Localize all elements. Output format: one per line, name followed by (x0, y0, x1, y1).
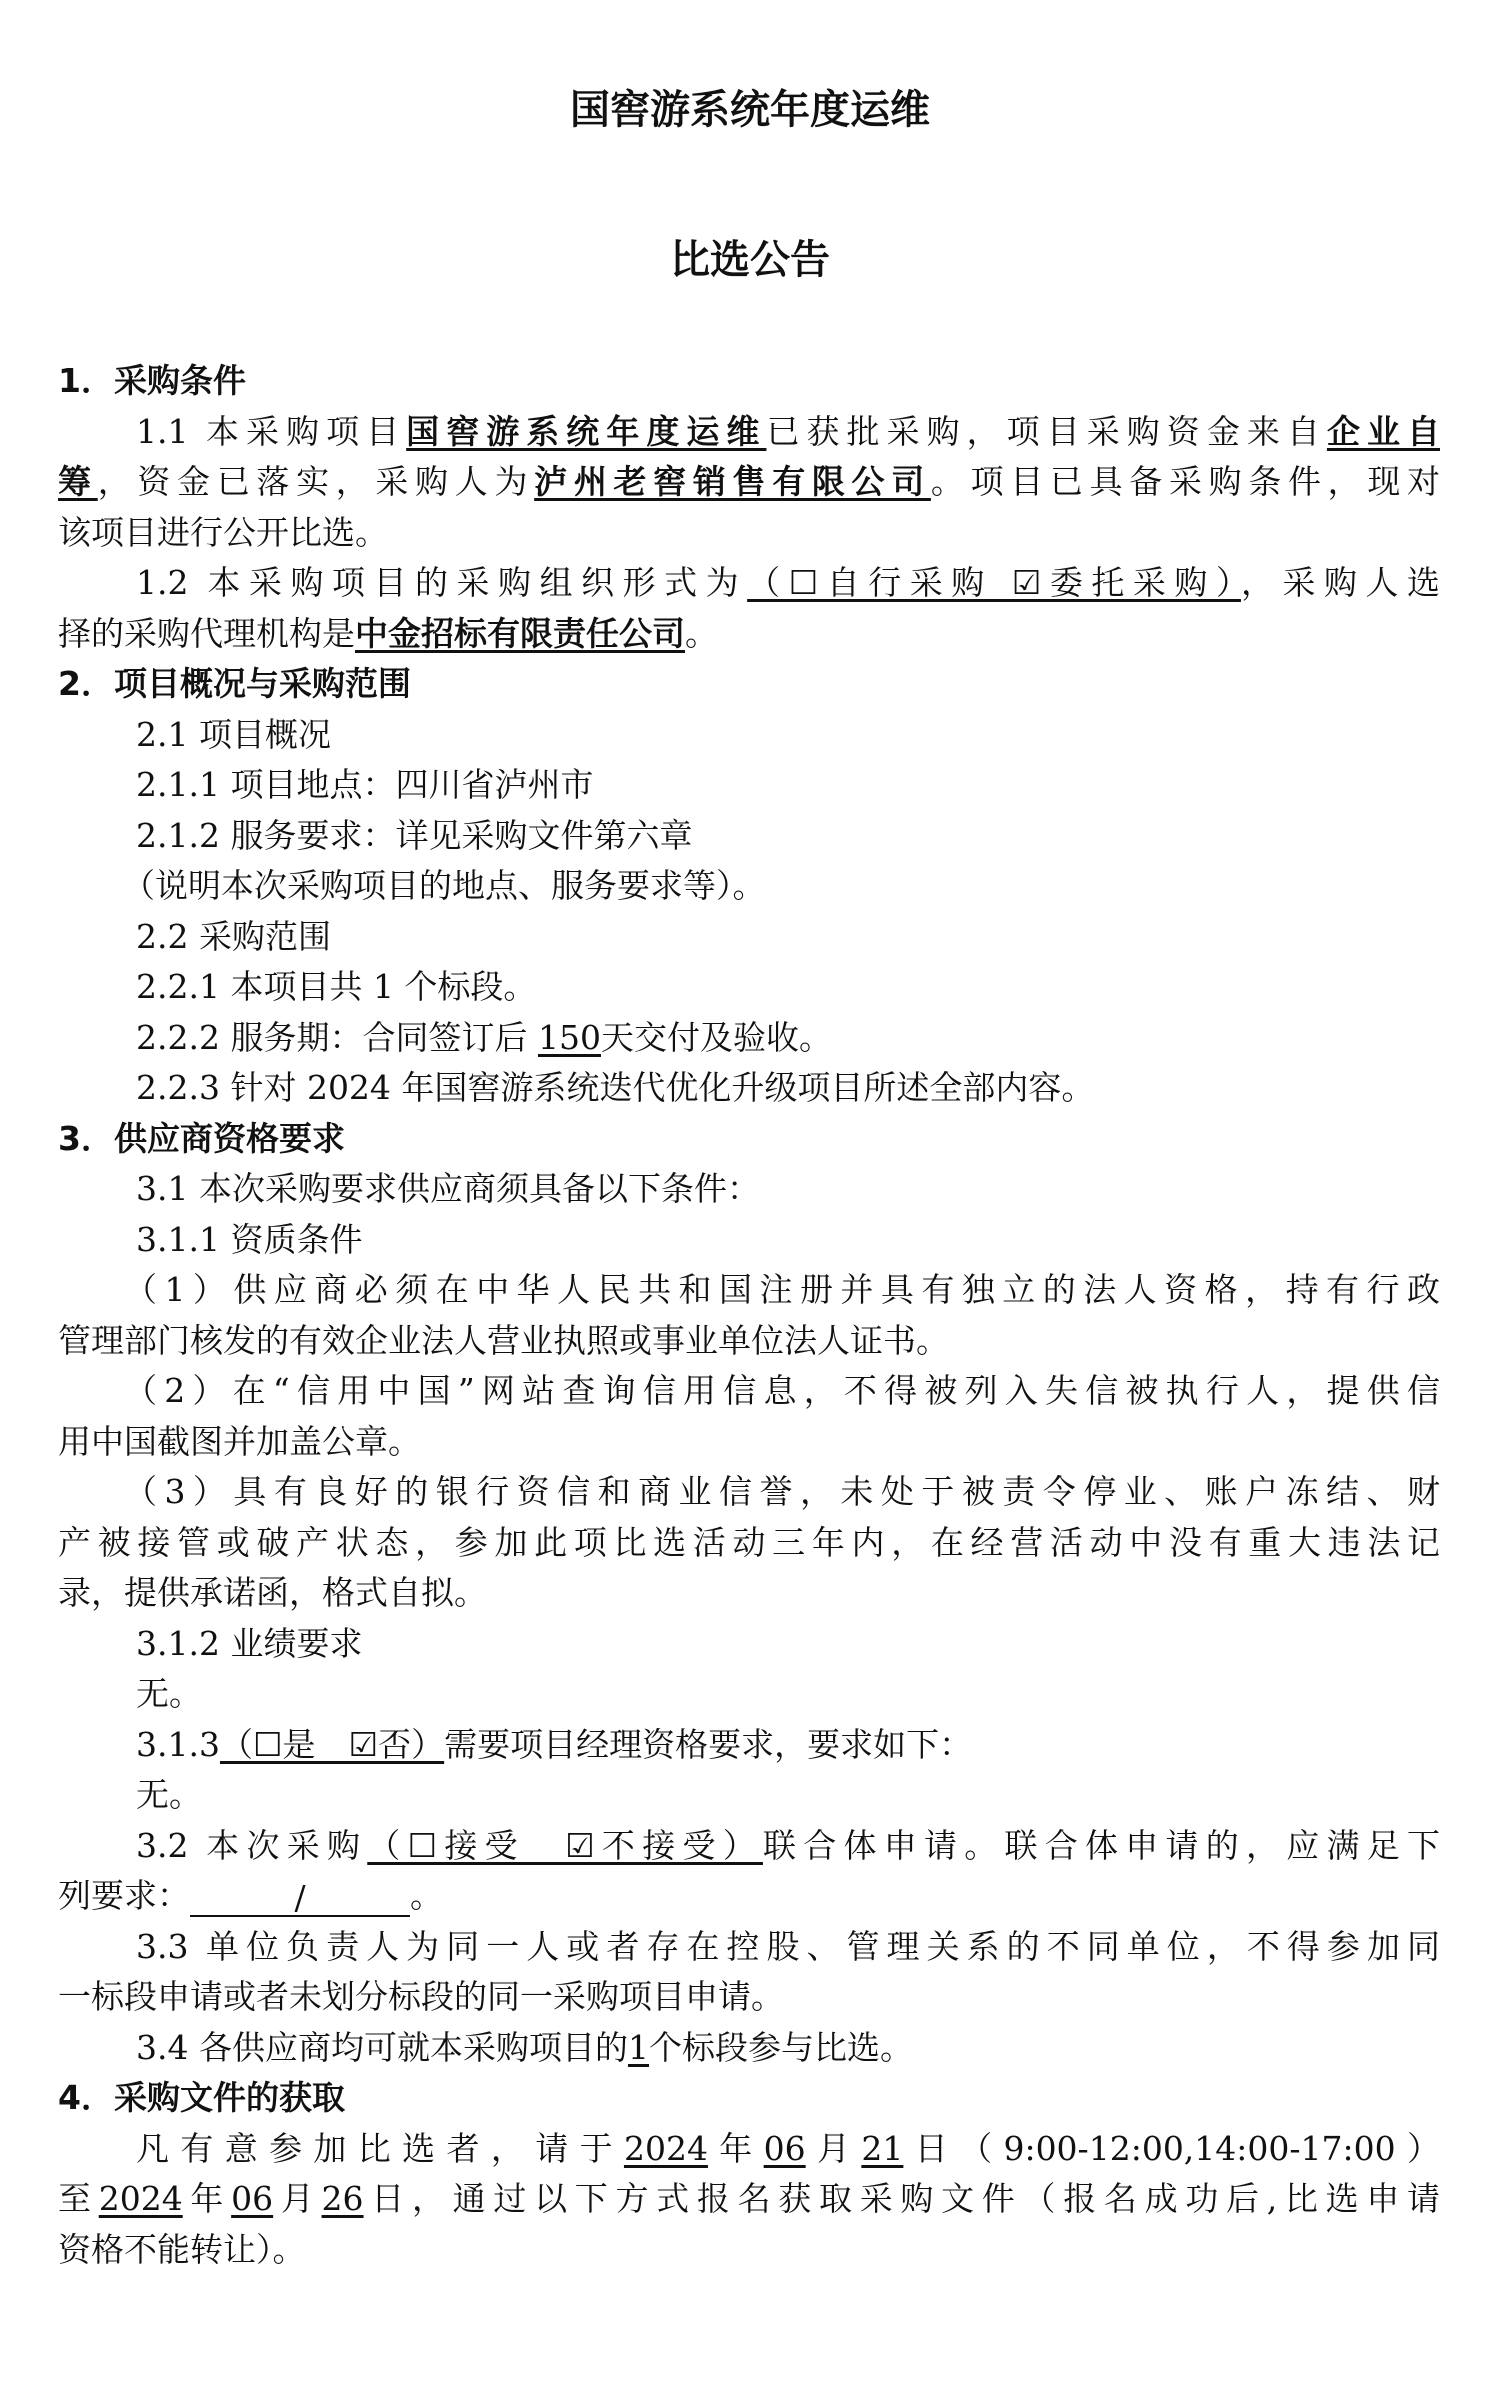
text: ，资金已落实，采购人为 (97, 462, 535, 501)
text: 需要项目经理资格要求，要求如下： (444, 1724, 973, 1764)
text: 年 (707, 2128, 764, 2168)
text: 1.2 本采购项目的采购组织形式为 (136, 563, 748, 602)
consortium-options: （☐接受 ☑不接受） (367, 1825, 763, 1865)
text: 月 (273, 2179, 322, 2218)
cond-3-line3: 录，提供承诺函，格式自拟。 (58, 1573, 487, 1612)
end-month: 06 (231, 2179, 274, 2218)
text: 3.4 各供应商均可就本采购项目的 (136, 2027, 628, 2067)
doc-title-line1: 国窖游系统年度运维 (570, 87, 930, 133)
consortium-requirement-blank: / (190, 1881, 410, 1917)
fund-source: 筹 (58, 462, 98, 501)
lot-count: 1 (627, 2027, 649, 2067)
line-3-3-line1: 3.3 单位负责人为同一人或者存在控股、管理关系的不同单位，不得参加同 (136, 1926, 1440, 1966)
cond-2-line2: 用中国截图并加盖公章。 (58, 1421, 421, 1461)
line-3-3-line2: 一标段申请或者未划分标段的同一采购项目申请。 (58, 1977, 784, 2016)
line-4-line3: 资格不能转让）。 (58, 2229, 306, 2269)
section-3-heading: 3．供应商资格要求 (58, 1118, 345, 1158)
para-1-2-line2 (58, 609, 1440, 660)
end-day: 26 (321, 2179, 364, 2218)
start-year: 2024 (623, 2128, 708, 2168)
pm-requirement-options: （☐是 ☑否） (219, 1724, 445, 1764)
line-2-1-1: 2.1.1 项目地点：四川省泸州市 (136, 765, 594, 804)
project-name: 国窖游系统年度运维 (406, 411, 767, 451)
line-4-line1 (58, 2124, 1440, 2175)
text: 。 (410, 1876, 443, 1915)
line-2-2-3: 2.2.3 针对 2024 年国窖游系统迭代优化升级项目所述全部内容。 (136, 1068, 1095, 1107)
end-year: 2024 (98, 2179, 183, 2218)
text: 3.2 本次采购 (136, 1825, 368, 1865)
text: 日，通过以下方式报名获取采购文件（报名成功后,比选申请 (363, 2179, 1440, 2218)
line-3-1-2-value: 无。 (136, 1674, 202, 1713)
line-3-4 (58, 2023, 1440, 2074)
cond-1-line2: 管理部门核发的有效企业法人营业执照或事业单位法人证书。 (58, 1320, 949, 1360)
cond-3-line2: 产被接管或破产状态，参加此项比选活动三年内，在经营活动中没有重大违法记 (58, 1522, 1440, 1562)
section-1-heading: 1．采购条件 (58, 361, 246, 400)
text: 年 (182, 2179, 232, 2218)
line-4-line2 (58, 2174, 1440, 2225)
text: 已获批采购，项目采购资金来自 (766, 411, 1327, 451)
line-3-1-3 (58, 1720, 1440, 1771)
text: 至 (58, 2179, 99, 2218)
line-2-1-2: 2.1.2 服务要求：详见采购文件第六章 (136, 815, 693, 855)
para-1-1-line2 (58, 457, 1440, 508)
section-4-heading: 4．采购文件的获取 (58, 2078, 345, 2117)
agent-name: 中金招标有限责任公司 (355, 613, 685, 653)
text: 。项目已具备采购条件，现对 (930, 462, 1440, 501)
text: 凡有意参加比选者，请于 (136, 2128, 624, 2168)
cond-3-line1: （3）具有良好的银行资信和商业信誉，未处于被责令停业、账户冻结、财 (124, 1472, 1440, 1511)
text: 2.2.2 服务期：合同签订后 (136, 1017, 528, 1057)
text: 日 (903, 2128, 960, 2168)
para-1-1-line3: 该项目进行公开比选。 (58, 512, 388, 552)
procurement-form-options: （☐自行采购 ☑委托采购） (747, 563, 1241, 602)
text: ，采购人选 (1240, 563, 1440, 602)
para-1-2-line1 (58, 558, 1440, 609)
line-2-2-1: 2.2.1 本项目共 1 个标段。 (136, 967, 537, 1006)
doc-title-line2: 比选公告 (670, 237, 830, 283)
document-body (58, 356, 1440, 2275)
para-1-1-line1 (58, 407, 1440, 458)
cond-1-line1: （1）供应商必须在中华人民共和国注册并具有独立的法人资格，持有行政 (124, 1270, 1440, 1309)
text: 3.1.3 (136, 1724, 220, 1764)
text: 1.1 本采购项目 (136, 411, 407, 451)
text: 个标段参与比选。 (648, 2027, 913, 2067)
cond-2-line1: （2）在“信用中国”网站查询信用信息，不得被列入失信被执行人，提供信 (124, 1371, 1440, 1410)
line-3-1: 3.1 本次采购要求供应商须具备以下条件： (136, 1169, 760, 1208)
line-3-2-line1 (58, 1821, 1440, 1872)
line-2-2-2 (58, 1013, 1440, 1064)
line-3-1-3-value: 无。 (136, 1775, 202, 1814)
start-day: 21 (861, 2128, 904, 2168)
section-2-heading: 2．项目概况与采购范围 (58, 664, 411, 703)
text: 列要求： (58, 1876, 190, 1915)
fund-source: 企业自 (1326, 411, 1440, 451)
service-days: 150 (537, 1017, 601, 1057)
line-2-note: （说明本次采购项目的地点、服务要求等）。 (122, 866, 766, 905)
time-range: （9:00-12:00,14:00-17:00） (959, 2128, 1440, 2168)
line-2-1: 2.1 项目概况 (136, 714, 331, 754)
text: 联合体申请。联合体申请的，应满足下 (762, 1825, 1440, 1865)
text: 天交付及验收。 (600, 1017, 832, 1057)
start-month: 06 (763, 2128, 806, 2168)
text: 月 (805, 2128, 862, 2168)
buyer-name: 泸州老窖销售有限公司 (534, 462, 931, 501)
text: 。 (685, 613, 718, 653)
line-3-1-1: 3.1.1 资质条件 (136, 1219, 363, 1259)
line-2-2: 2.2 采购范围 (136, 916, 331, 956)
line-3-2-line2 (58, 1871, 1440, 1922)
line-3-1-2: 3.1.2 业绩要求 (136, 1623, 363, 1663)
text: 择的采购代理机构是 (58, 613, 355, 653)
